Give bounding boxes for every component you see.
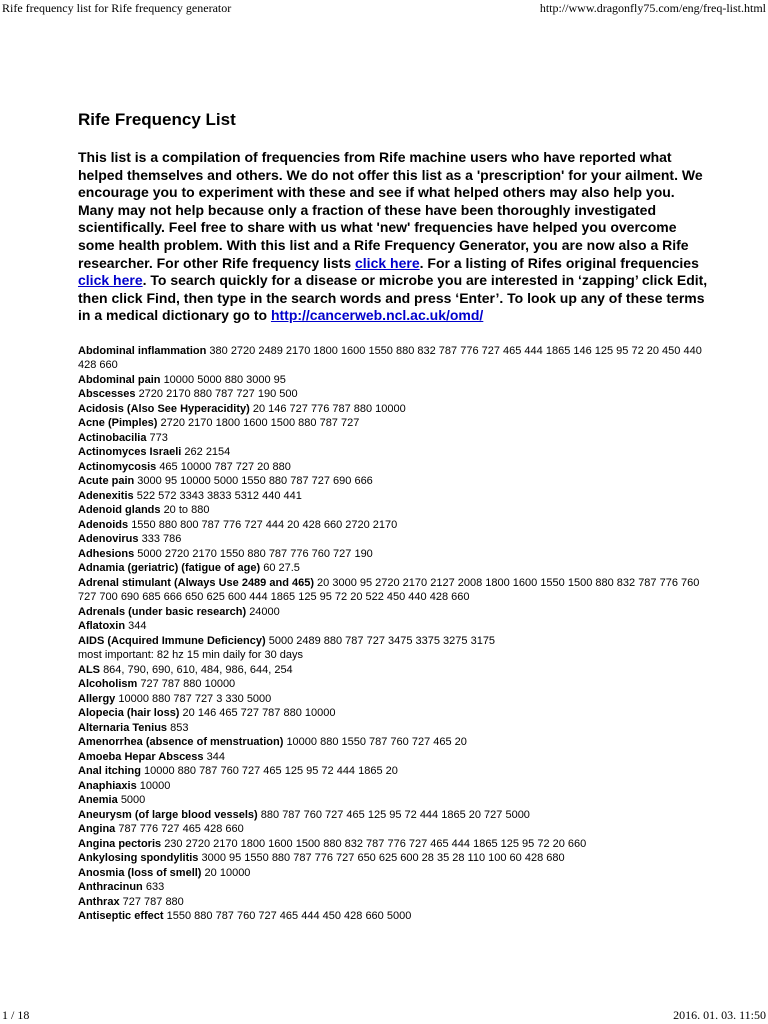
list-item [78, 663, 708, 678]
condition-name: Anthrax [78, 895, 120, 908]
intro-text-3: . To search quickly for a disease or microbe you are interested in ‘zapping’ click Edit, then click Find, then type in the search words and press ‘Enter’. To look up any of these terms in a medical dictionary go to [78, 272, 708, 324]
medical-dictionary-link[interactable]: http://cancerweb.ncl.ac.uk/omd/ [270, 307, 484, 324]
frequency-values: 333 786 [141, 533, 182, 546]
frequency-values: 787 776 727 465 428 660 [118, 823, 244, 836]
list-item [78, 895, 708, 910]
condition-name: ALS [78, 663, 100, 676]
list-item [78, 866, 708, 881]
condition-name: Acute pain [78, 475, 135, 488]
intro-paragraph [78, 149, 708, 325]
condition-name: Adhesions [78, 547, 135, 560]
document-title: Rife frequency list for Rife frequency generator [2, 1, 232, 15]
frequency-values: 853 [170, 721, 189, 734]
frequency-values: 2720 2170 880 787 727 190 500 [138, 388, 298, 401]
list-item [78, 547, 708, 562]
condition-name: AIDS (Acquired Immune Deficiency) [78, 634, 266, 647]
frequency-values: 24000 [249, 605, 280, 618]
list-item [78, 779, 708, 794]
frequency-values: 773 [149, 431, 168, 444]
condition-name: Ankylosing spondylitis [78, 852, 199, 865]
page-title: Rife Frequency List [78, 110, 236, 129]
condition-name: Actinomycosis [78, 460, 157, 473]
frequency-values: 1550 880 787 760 727 465 444 450 428 660 5000 [166, 910, 412, 923]
frequency-values: 20 3000 95 2720 2170 2127 2008 1800 1600 1550 1500 880 832 787 776 760 727 700 690 685 666 650 625 600 444 1865 125 95 72 20 522 450 440 428 660 [78, 576, 700, 604]
condition-name: Amoeba Hepar Abscess [78, 750, 204, 763]
frequency-values: 633 [145, 881, 165, 894]
condition-name: Adnamia (geriatric) (fatigue of age) [78, 562, 261, 575]
print-datetime: 2016. 01. 03. 11:50 [673, 1008, 766, 1022]
condition-name: Adenovirus [78, 533, 139, 546]
condition-name: Anaphiaxis [78, 779, 137, 792]
list-item [78, 793, 708, 808]
list-item [78, 474, 708, 489]
frequency-values: 3000 95 10000 5000 1550 880 787 727 690 666 [137, 475, 373, 488]
list-item [78, 489, 708, 504]
frequency-values: 5000 2489 880 787 727 3475 3375 3275 3175 [268, 634, 496, 647]
original-frequencies-link[interactable]: click here [78, 272, 143, 289]
list-item [78, 460, 708, 475]
frequency-values: 262 2154 [184, 446, 231, 459]
list-item [78, 764, 708, 779]
condition-name: Aneurysm (of large blood vessels) [78, 808, 258, 821]
intro-text-2: . For a listing of Rifes original frequencies [419, 254, 699, 271]
frequency-values: 3000 95 1550 880 787 776 727 650 625 600 28 35 28 110 100 60 428 680 [201, 852, 565, 865]
list-item [78, 561, 708, 576]
list-item [78, 677, 708, 692]
condition-name: Antiseptic effect [78, 910, 164, 923]
condition-name: Adenoid glands [78, 504, 161, 517]
frequency-values: 522 572 3343 3833 5312 440 441 [136, 489, 302, 502]
list-item [78, 373, 708, 388]
list-item [78, 445, 708, 460]
list-item [78, 503, 708, 518]
frequency-values: 10000 880 787 760 727 465 125 95 72 444 1865 20 [144, 765, 398, 778]
list-item [78, 735, 708, 750]
condition-name: Acidosis (Also See Hyperacidity) [78, 402, 250, 415]
condition-name: Aflatoxin [78, 620, 126, 633]
condition-name: Anal itching [78, 765, 141, 778]
list-item [78, 344, 708, 373]
frequency-values: most important: 82 hz 15 min daily for 30 days [78, 649, 303, 662]
list-item [78, 808, 708, 823]
frequency-values: 880 787 760 727 465 125 95 72 444 1865 20 727 5000 [260, 808, 530, 821]
list-item [78, 402, 708, 417]
condition-name: Actinobacilia [78, 431, 147, 444]
list-item [78, 822, 708, 837]
frequency-values: 10000 5000 880 3000 95 [163, 373, 286, 386]
frequency-values: 2720 2170 1800 1600 1500 880 787 727 [160, 417, 360, 430]
frequency-values: 864, 790, 690, 610, 484, 986, 644, 254 [103, 663, 293, 676]
list-item [78, 721, 708, 736]
list-item [78, 431, 708, 446]
frequency-list [78, 344, 708, 924]
condition-name: Abdominal pain [78, 373, 161, 386]
list-item [78, 706, 708, 721]
list-item [78, 387, 708, 402]
frequency-values: 727 787 880 [122, 895, 184, 908]
list-item [78, 605, 708, 620]
condition-name: Angina [78, 823, 116, 836]
condition-name: Adenoids [78, 518, 129, 531]
print-header [0, 1, 768, 17]
print-footer [0, 1008, 768, 1024]
condition-name: Alcoholism [78, 678, 138, 691]
condition-name: Acne (Pimples) [78, 417, 158, 430]
frequency-values: 10000 [139, 779, 171, 792]
condition-name: Anosmia (loss of smell) [78, 866, 202, 879]
condition-name: Allergy [78, 692, 116, 705]
condition-name: Alternaria Tenius [78, 721, 168, 734]
condition-name: Adrenal stimulant (Always Use 2489 and 465) [78, 576, 314, 589]
frequency-values: 10000 880 1550 787 760 727 465 20 [286, 736, 467, 749]
list-item [78, 416, 708, 431]
main-content [78, 110, 708, 924]
condition-name: Adenexitis [78, 489, 134, 502]
frequency-values: 727 787 880 10000 [140, 678, 236, 691]
list-item [78, 619, 708, 634]
list-item [78, 692, 708, 707]
list-item [78, 634, 708, 649]
frequency-values: 465 10000 787 727 20 880 [159, 460, 291, 473]
list-item [78, 576, 708, 605]
list-item [78, 851, 708, 866]
list-item [78, 837, 708, 852]
frequency-values: 20 to 880 [163, 504, 210, 517]
condition-name: Actinomyces Israeli [78, 446, 182, 459]
frequency-values: 60 27.5 [263, 562, 300, 575]
condition-name: Abscesses [78, 388, 136, 401]
page-number: 1 / 18 [2, 1008, 30, 1022]
frequency-values: 380 2720 2489 2170 1800 1600 1550 880 832 787 776 727 465 444 1865 146 125 95 72 20 450 440 428 660 [78, 344, 702, 372]
list-item [78, 909, 708, 924]
frequency-values: 10000 880 787 727 3 330 5000 [118, 692, 272, 705]
condition-name: Anemia [78, 794, 118, 807]
frequency-values: 230 2720 2170 1800 1600 1500 880 832 787 776 727 465 444 1865 125 95 72 20 660 [164, 837, 587, 850]
condition-name: Anthracinun [78, 881, 143, 894]
list-item [78, 532, 708, 547]
condition-name: Angina pectoris [78, 837, 162, 850]
condition-name: Alopecia (hair loss) [78, 707, 180, 720]
frequency-values: 20 146 465 727 787 880 10000 [182, 707, 336, 720]
condition-name: Amenorrhea (absence of menstruation) [78, 736, 284, 749]
list-item [78, 880, 708, 895]
frequency-values: 20 146 727 776 787 880 10000 [252, 402, 406, 415]
condition-name: Adrenals (under basic research) [78, 605, 247, 618]
source-url: http://www.dragonfly75.com/eng/freq-list.html [539, 1, 766, 15]
intro-text-1: This list is a compilation of frequencies from Rife machine users who have reported what helped themselves and others. We do not offer this list as a 'prescription' for your ailment. We encourage you to experiment with these and see if what helped others may also help you. Many may not help because only a fraction of these have been thoroughly investigated scientifically. Feel free to share with us what 'new' frequencies have helped you overcome some health problem. With this list and a Rife Frequency Generator, you are now also a Rife researcher. For other Rife frequency lists [78, 149, 703, 271]
list-item [78, 750, 708, 765]
frequency-values: 1550 880 800 787 776 727 444 20 428 660 2720 2170 [131, 518, 398, 531]
frequency-values: 344 [206, 750, 225, 763]
frequency-values: 5000 [120, 794, 146, 807]
condition-name: Abdominal inflammation [78, 344, 207, 357]
list-item [78, 518, 708, 533]
frequency-values: 20 10000 [204, 866, 251, 879]
frequency-values: 5000 2720 2170 1550 880 787 776 760 727 190 [137, 547, 373, 560]
list-item [78, 648, 708, 663]
frequency-values: 344 [128, 620, 147, 633]
other-lists-link[interactable]: click here [355, 254, 420, 271]
